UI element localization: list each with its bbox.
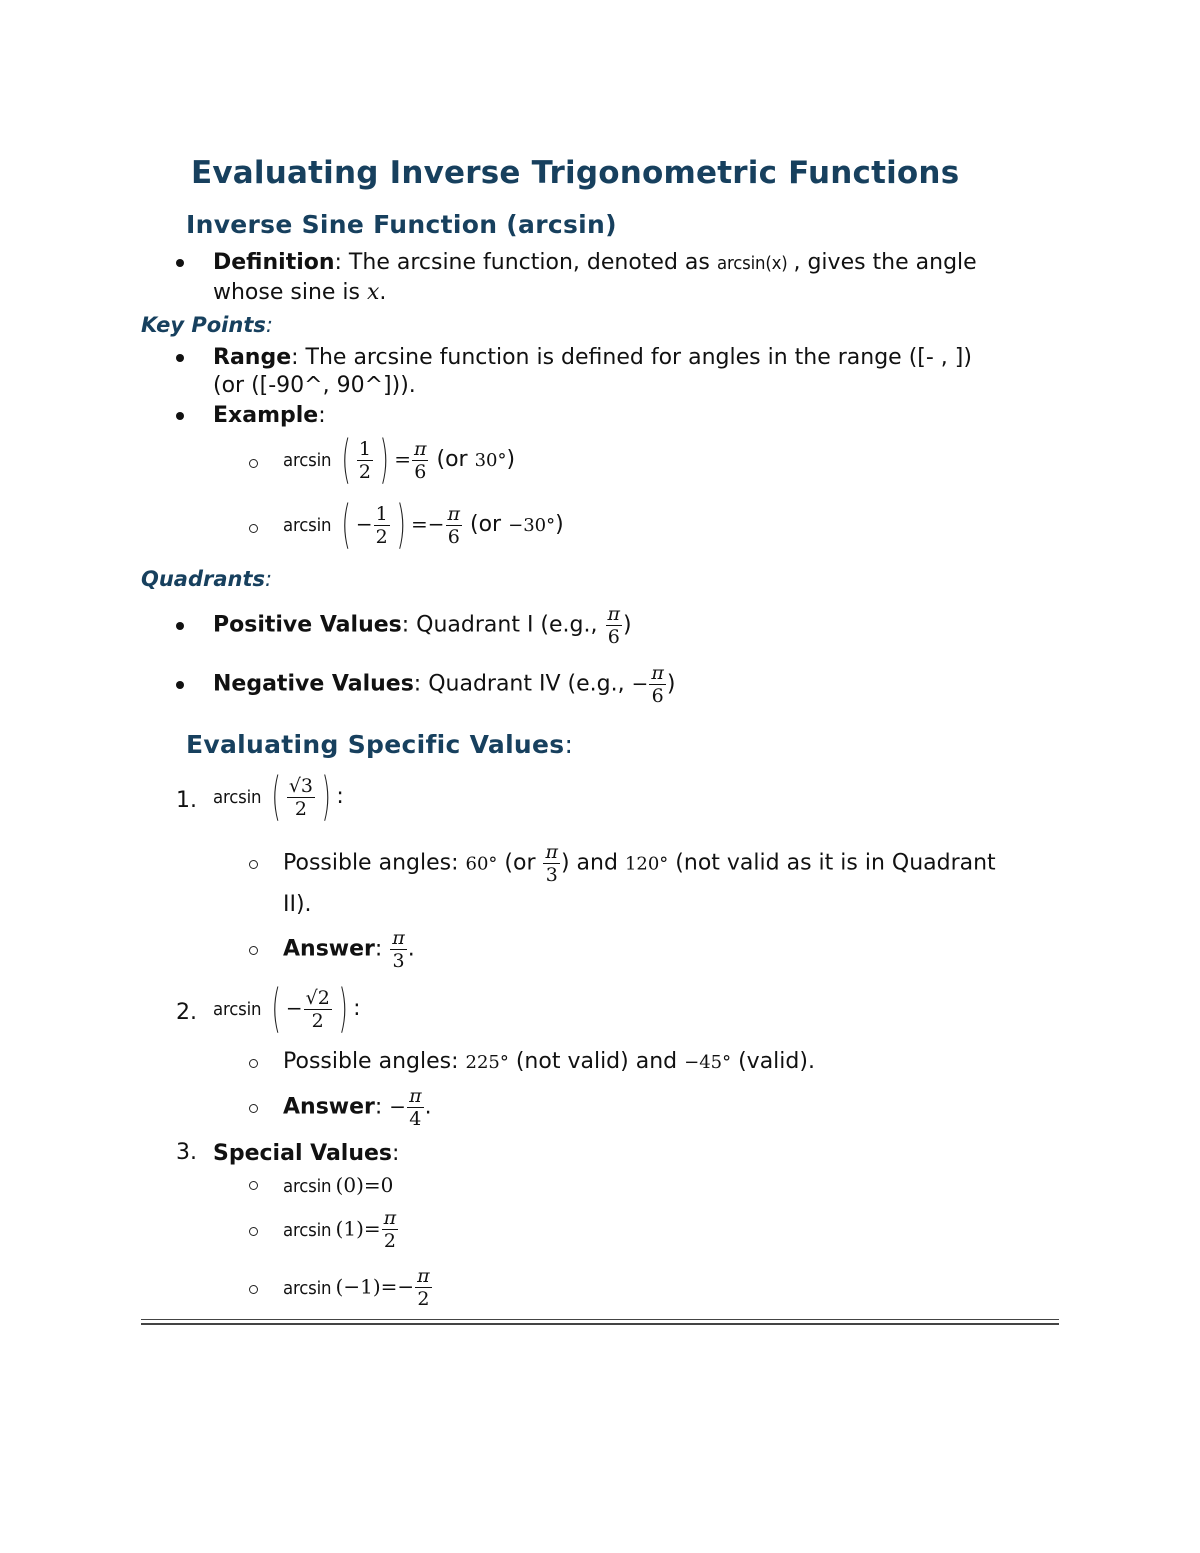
sub-bullet-icon	[249, 860, 258, 869]
quadrants-heading: Quadrants:	[141, 567, 273, 591]
list-number: 3.	[176, 1140, 197, 1165]
negative-values-line: Negative Values: Quadrant IV (e.g., − $\frac{\pi}{6}$ )	[213, 662, 676, 707]
definition-line: Definition: The arcsine function, denoted as arcsin(x) , gives the angle	[213, 248, 977, 278]
page-title: Evaluating Inverse Trigonometric Functions	[191, 155, 960, 191]
item-1-possible-angles-line-2: II).	[283, 892, 312, 917]
horizontal-divider	[141, 1319, 1059, 1320]
special-value-1: arcsin (1)= $\frac{\pi}{2}$	[283, 1207, 397, 1252]
item-2-possible-angles: Possible angles: 225° (not valid) and −45° (valid).	[283, 1049, 815, 1074]
bullet-icon	[176, 412, 184, 420]
bullet-icon	[176, 681, 184, 689]
key-points-heading: Key Points:	[141, 313, 273, 337]
example-2: arcsin ( − $\frac{1}{2}$ ) =− $\frac{\pi}{6}$ (or −30°)	[283, 495, 564, 555]
horizontal-divider	[141, 1323, 1059, 1325]
example-1: arcsin ( $\frac{1}{2}$ ) = $\frac{\pi}{6}$ (or 30°)	[283, 430, 516, 490]
special-value-neg1: arcsin (−1)=− $\frac{\pi}{2}$	[283, 1265, 430, 1310]
example-label-line: Example:	[213, 403, 326, 428]
definition-line-2: whose sine is x.	[213, 280, 387, 305]
sub-bullet-icon	[249, 1285, 258, 1294]
list-number: 2.	[176, 1000, 197, 1025]
sub-bullet-icon	[249, 459, 258, 468]
sub-bullet-icon	[249, 1227, 258, 1236]
list-number: 1.	[176, 788, 197, 813]
item-1-expression: arcsin ( $\frac{√3}{2}$ ) :	[213, 767, 344, 827]
definition-label: Definition	[213, 250, 335, 275]
section-heading-inverse-sine: Inverse Sine Function (arcsin)	[186, 210, 617, 239]
item-1-possible-angles: Possible angles: 60° (or $\frac{\pi}{3}$ ) and 120° (not valid as it is in Quadrant	[283, 841, 996, 886]
range-line: Range: The arcsine function is defined for angles in the range ([- , ])	[213, 345, 972, 370]
sub-bullet-icon	[249, 946, 258, 955]
sub-bullet-icon	[249, 1059, 258, 1068]
item-3-label: Special Values:	[213, 1141, 400, 1166]
sub-bullet-icon	[249, 524, 258, 533]
special-value-0: arcsin (0)=0	[283, 1173, 394, 1197]
bullet-icon	[176, 354, 184, 362]
sub-bullet-icon	[249, 1104, 258, 1113]
item-1-answer: Answer: $\frac{\pi}{3}$ .	[283, 927, 415, 972]
range-line-2: (or ([-90^, 90^])).	[213, 373, 416, 398]
bullet-icon	[176, 622, 184, 630]
positive-values-line: Positive Values: Quadrant I (e.g., $\frac{\pi}{6}$ )	[213, 603, 632, 648]
item-2-answer: Answer: − $\frac{\pi}{4}$ .	[283, 1085, 432, 1130]
item-2-expression: arcsin ( − $\frac{√2}{2}$ ) :	[213, 979, 361, 1039]
definition-math: arcsin(x)	[716, 253, 788, 274]
bullet-icon	[176, 259, 184, 267]
section-heading-specific-values: Evaluating Specific Values:	[186, 730, 574, 759]
sub-bullet-icon	[249, 1181, 258, 1190]
